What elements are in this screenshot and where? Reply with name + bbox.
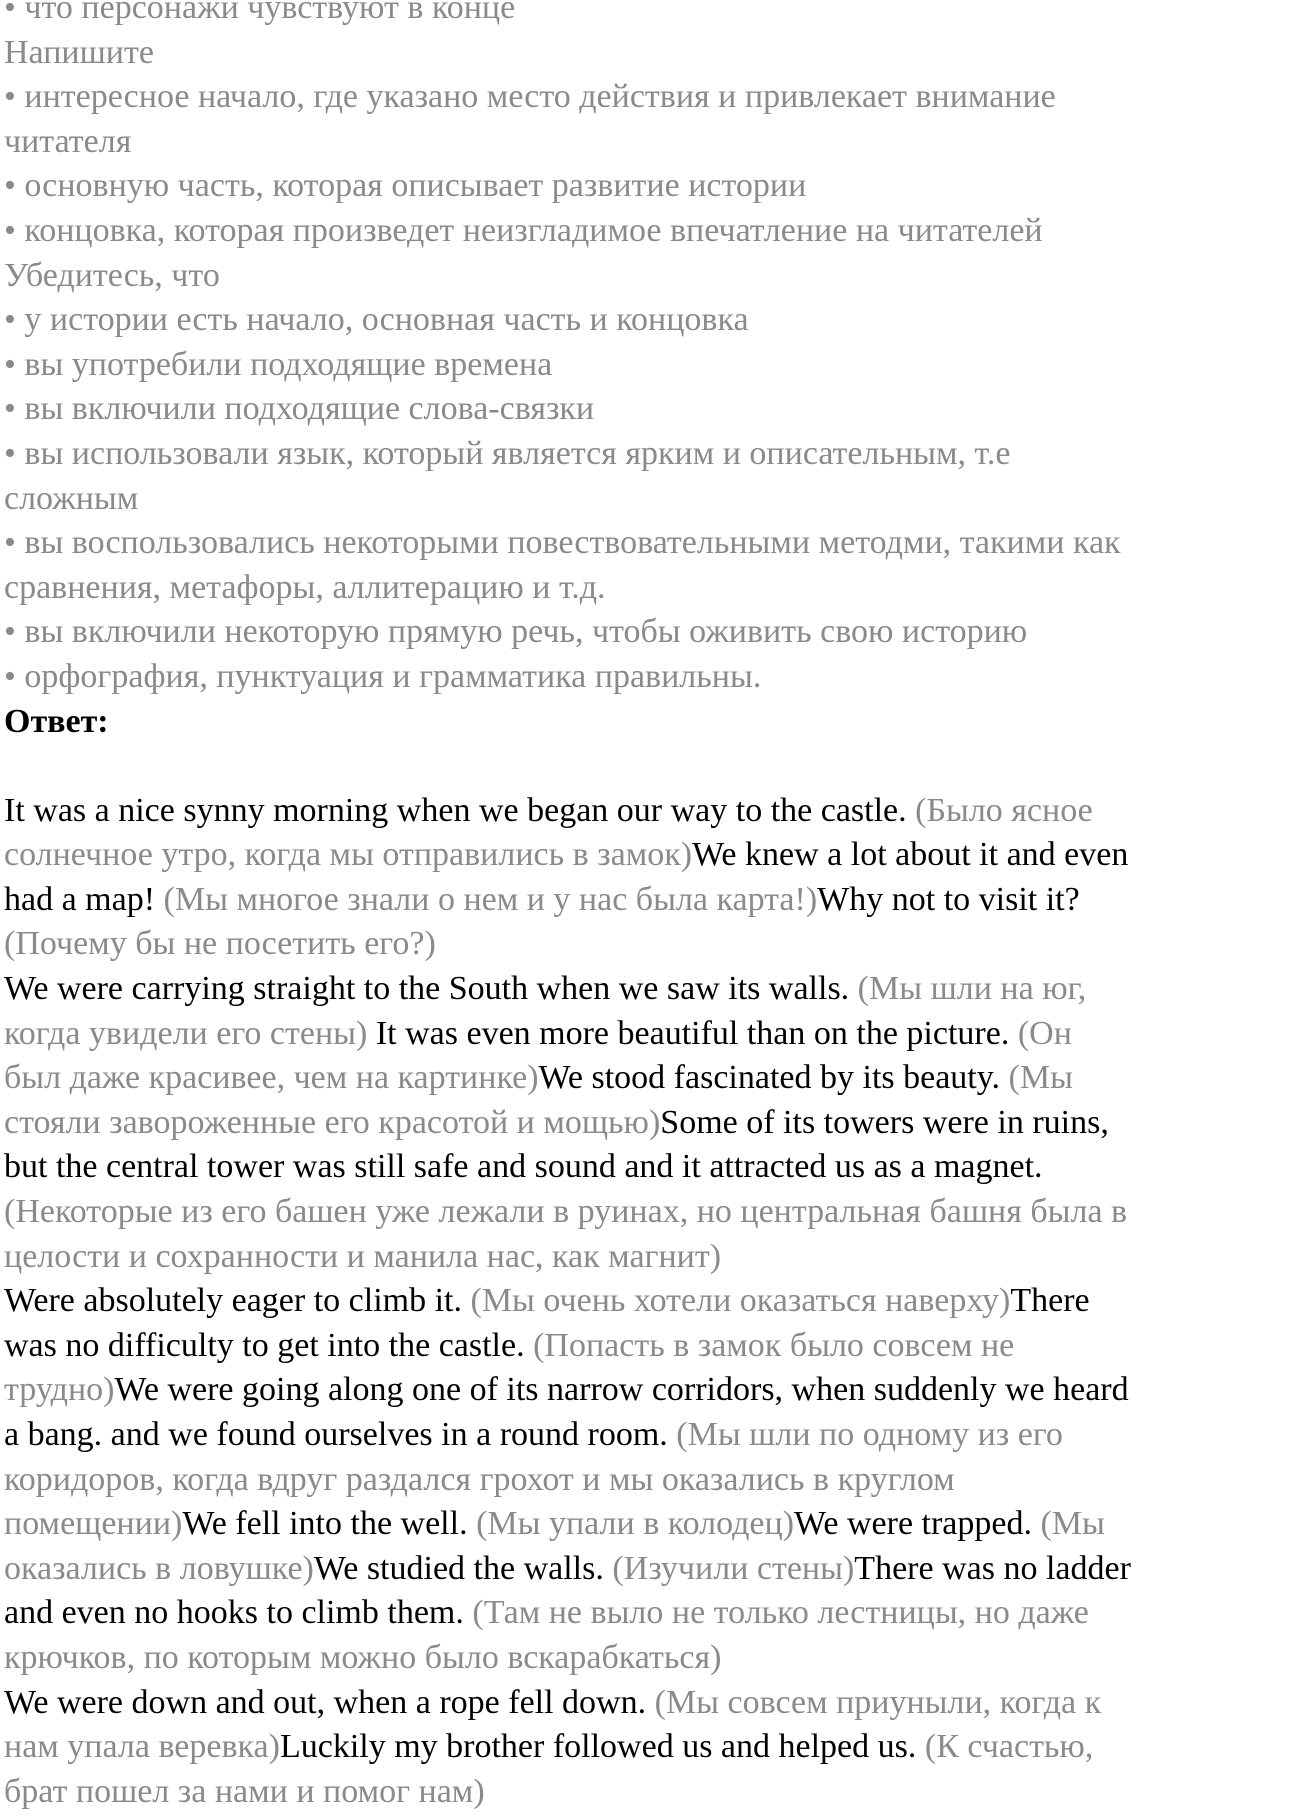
russian-translation: (Попасть в замок было совсем не [533, 1326, 1015, 1364]
english-text: We stood fascinated by its beauty. [538, 1059, 1009, 1097]
task-line: Напишите [4, 33, 154, 71]
task-instructions [4, 0, 1299, 700]
answer-line [4, 1681, 1299, 1726]
russian-translation: солнечное утро, когда мы отправились в замок) [4, 836, 693, 874]
english-text: a bang. and we found ourselves in a round room. [4, 1416, 677, 1453]
answer-line [4, 1056, 1299, 1101]
english-text: and even no hooks to climb them. [4, 1594, 473, 1632]
english-text: Luckily my brother followed us and helped us. [279, 1728, 925, 1766]
russian-translation: (Мы шли на юг, [857, 970, 1087, 1008]
answer-line [4, 1458, 1299, 1503]
task-line: • что персонажи чувствуют в конце [4, 0, 516, 26]
russian-translation: был даже красивее, чем на картинке) [4, 1059, 539, 1097]
task-line: сравнения, метафоры, аллитерацию и т.д. [4, 568, 606, 606]
task-line: сложным [4, 479, 139, 517]
english-text: We were going along one of its narrow corridors, when suddenly we heard [114, 1371, 1129, 1409]
answer-line [4, 1145, 1299, 1190]
task-line: • вы включили подходящие слова-связки [4, 390, 595, 428]
answer-line [4, 789, 1299, 834]
russian-translation: (Мы совсем приуныли, когда к [654, 1683, 1102, 1721]
russian-translation: брат пошел за нами и помог нам) [4, 1772, 485, 1810]
russian-translation: (Почему бы не посетить его?) [4, 925, 436, 963]
russian-translation: (К счастью, [924, 1728, 1094, 1766]
task-line: • концовка, которая произведет неизгладимое впечатление на читателей [4, 211, 1043, 249]
english-text: We studied the walls. [313, 1549, 613, 1587]
answer-line [4, 922, 1299, 967]
answer-line [4, 1190, 1299, 1235]
answer-line [4, 1502, 1299, 1547]
answer-line [4, 1368, 1299, 1413]
answer-line [4, 833, 1299, 878]
russian-translation: целости и сохранности и манила нас, как магнит) [4, 1237, 722, 1275]
english-text: We were carrying straight to the South when we saw its walls. [4, 970, 858, 1008]
answer-line [4, 1101, 1299, 1146]
russian-translation: (Мы [1040, 1505, 1105, 1543]
russian-translation: (Мы упали в колодец) [476, 1505, 795, 1543]
english-text: It was a nice synny morning when we began our way to the castle. [4, 791, 916, 829]
answer-line [4, 1725, 1299, 1770]
russian-translation: (Мы шли по одному из его [676, 1416, 1063, 1453]
english-text: We were down and out, when a rope fell down. [4, 1683, 655, 1721]
answer-line [4, 967, 1299, 1012]
task-line: читателя [4, 122, 132, 160]
english-text: We were trapped. [794, 1505, 1041, 1543]
answer-line [4, 1324, 1299, 1369]
english-text: was no difficulty to get into the castle. [4, 1326, 534, 1364]
english-text: Why not to visit it? [817, 880, 1080, 918]
answer-heading: Ответ: [4, 702, 109, 740]
answer-line [4, 1636, 1299, 1681]
english-text: It was even more beautiful than on the picture. [375, 1014, 1018, 1052]
answer-line [4, 1235, 1299, 1280]
russian-translation: нам упала веревка) [4, 1728, 280, 1766]
english-text: We fell into the well. [182, 1505, 477, 1543]
russian-translation: крючков, по которым можно было вскарабкаться) [4, 1638, 722, 1676]
russian-translation: помещении) [4, 1505, 183, 1543]
russian-translation: трудно) [4, 1371, 115, 1409]
russian-translation: (Там не выло не только лестницы, но даже [472, 1594, 1089, 1632]
task-line: • у истории есть начало, основная часть и концовка [4, 301, 749, 339]
answer-line [4, 1547, 1299, 1592]
english-text: Were absolutely eager to climb it. [4, 1282, 471, 1320]
task-line: • интересное начало, где указано место действия и привлекает внимание [4, 78, 1056, 116]
task-line: • основную часть, которая описывает развитие истории [4, 167, 807, 205]
answer-text [4, 789, 1299, 1815]
english-text: We knew a lot about it and even [692, 836, 1129, 874]
english-text: but the central tower was still safe and sound and it attracted us as a magnet. [4, 1148, 1043, 1186]
answer-line [4, 878, 1299, 923]
russian-translation: (Некоторые из его башен уже лежали в руинах, но центральная башня была в [4, 1193, 1128, 1231]
russian-translation: коридоров, когда вдруг раздался грохот и мы оказались в круглом [4, 1460, 955, 1498]
english-text: had a map! [4, 880, 164, 918]
answer-line [4, 1012, 1299, 1057]
russian-translation: (Изучили стены) [612, 1549, 855, 1587]
document-page [4, 0, 1299, 1814]
answer-line [4, 1770, 1299, 1815]
answer-line [4, 1279, 1299, 1324]
russian-translation: (Мы многое знали о нем и у нас была карта!) [163, 880, 818, 918]
english-text: There [1010, 1282, 1090, 1320]
russian-translation: (Было ясное [915, 791, 1093, 829]
answer-line [4, 1591, 1299, 1636]
task-line: • вы воспользовались некоторыми повествовательными методми, такими как [4, 524, 1121, 562]
task-line: • вы включили некоторую прямую речь, чтобы оживить свою историю [4, 613, 1028, 651]
english-text: There was no ladder [854, 1549, 1131, 1587]
task-line: • вы использовали язык, который является ярким и описательным, т.е [4, 434, 1011, 472]
english-text: Some of its towers were in ruins, [660, 1103, 1109, 1141]
task-line: • вы употребили подходящие времена [4, 345, 553, 383]
russian-translation: когда увидели его стены) [4, 1014, 376, 1052]
russian-translation: (Мы [1008, 1059, 1073, 1097]
answer-line [4, 1413, 1299, 1458]
russian-translation: оказались в ловушке) [4, 1549, 314, 1587]
task-line: • орфография, пунктуация и грамматика правильны. [4, 657, 762, 695]
task-line: Убедитесь, что [4, 256, 220, 294]
russian-translation: (Он [1017, 1014, 1072, 1052]
russian-translation: (Мы очень хотели оказаться наверху) [470, 1282, 1011, 1320]
russian-translation: стояли завороженные его красотой и мощью) [4, 1103, 661, 1141]
blank-line [4, 744, 1299, 789]
